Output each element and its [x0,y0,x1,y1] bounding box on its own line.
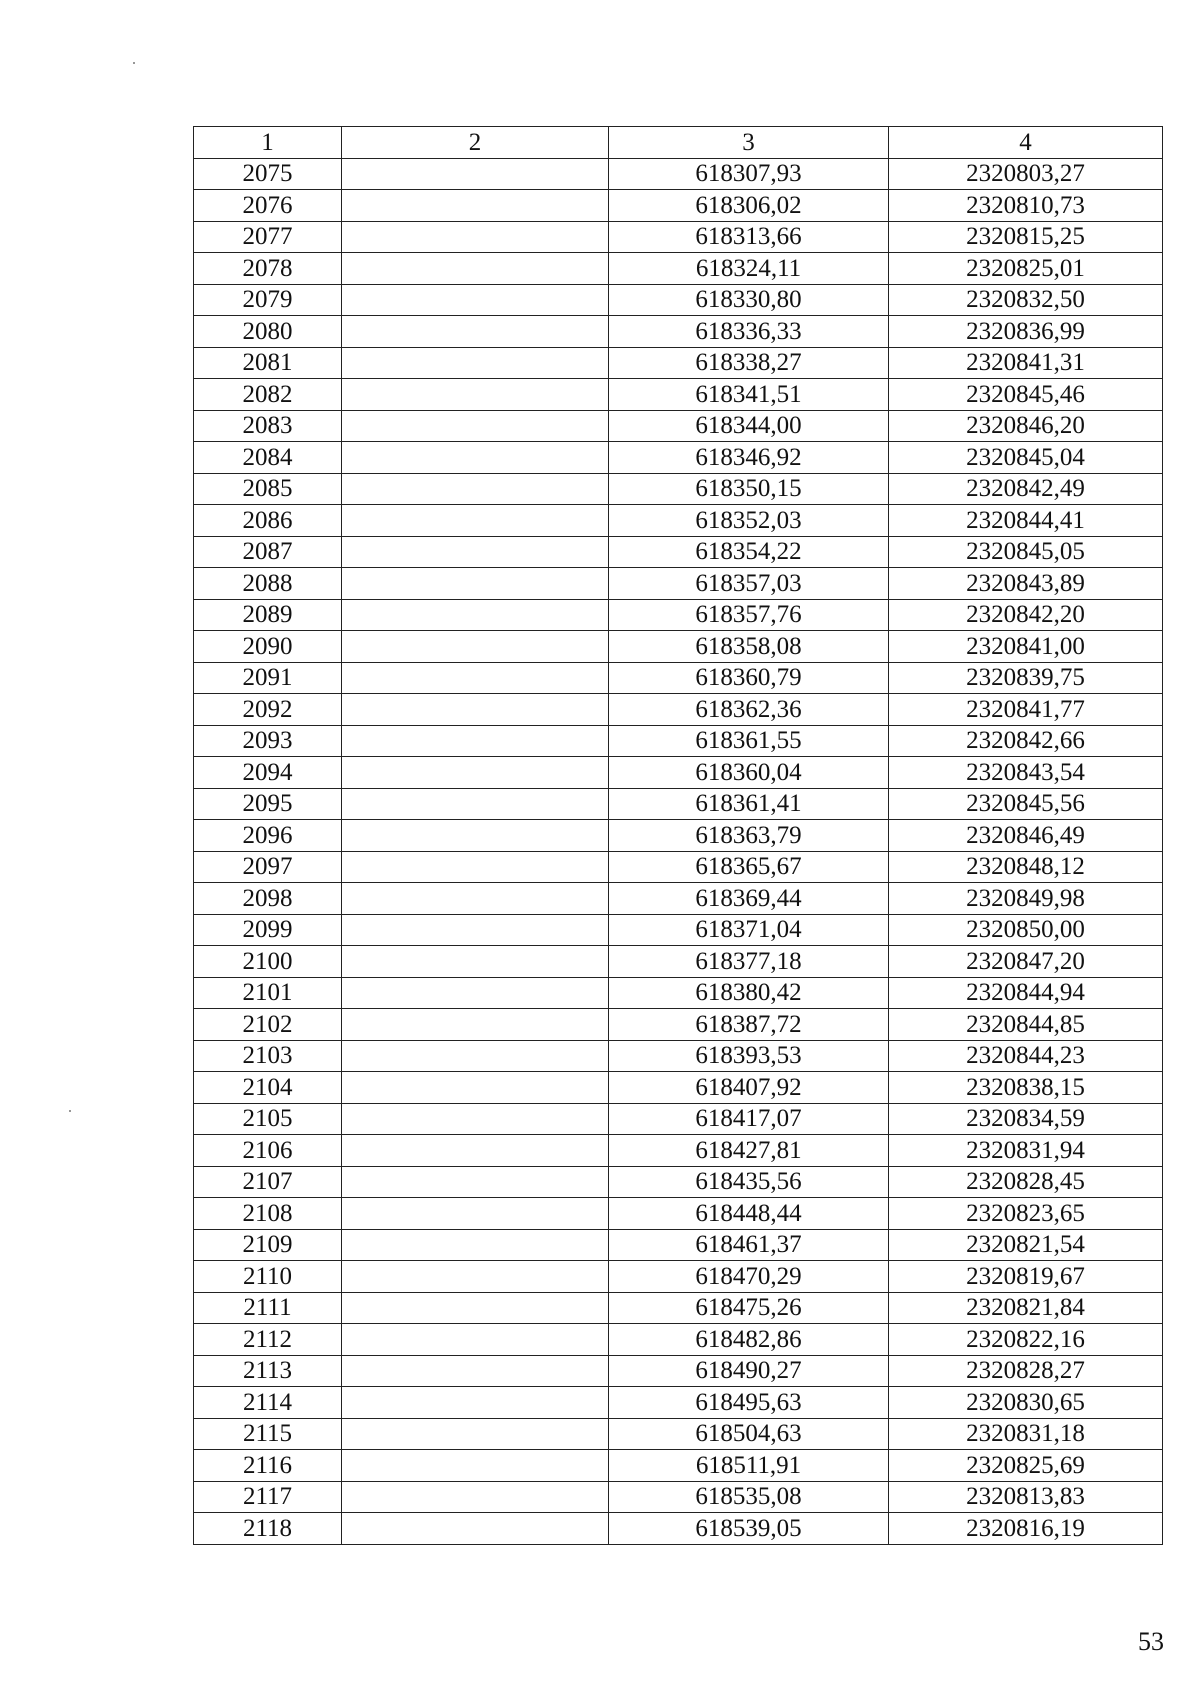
coordinate-y-cell: 2320823,65 [889,1198,1163,1230]
coordinate-x-cell: 618435,56 [609,1166,889,1198]
coordinate-x-cell: 618357,03 [609,568,889,600]
table-row [194,694,1163,726]
coordinate-y-cell: 2320831,94 [889,1135,1163,1167]
coordinate-x-cell: 618511,91 [609,1450,889,1482]
empty-cell [342,1418,609,1450]
coordinate-x-cell: 618360,04 [609,757,889,789]
table-row [194,1198,1163,1230]
coordinate-y-cell: 2320832,50 [889,284,1163,316]
coordinate-y-cell: 2320821,84 [889,1292,1163,1324]
point-number-cell: 2098 [194,883,342,915]
point-number-cell: 2080 [194,316,342,348]
table-header-row [194,127,1163,159]
table-row [194,1481,1163,1513]
coordinate-x-cell: 618341,51 [609,379,889,411]
point-number-cell: 2105 [194,1103,342,1135]
empty-cell [342,410,609,442]
point-number-cell: 2106 [194,1135,342,1167]
coordinate-y-cell: 2320845,05 [889,536,1163,568]
coordinate-x-cell: 618470,29 [609,1261,889,1293]
coordinate-x-cell: 618361,41 [609,788,889,820]
point-number-cell: 2082 [194,379,342,411]
coordinate-y-cell: 2320845,46 [889,379,1163,411]
point-number-cell: 2075 [194,158,342,190]
empty-cell [342,1355,609,1387]
point-number-cell: 2083 [194,410,342,442]
point-number-cell: 2094 [194,757,342,789]
table-body [194,158,1163,1544]
empty-cell [342,536,609,568]
coordinate-x-cell: 618371,04 [609,914,889,946]
column-header-2: 2 [342,127,609,159]
empty-cell [342,1166,609,1198]
coordinate-y-cell: 2320838,15 [889,1072,1163,1104]
table-row [194,1072,1163,1104]
coordinate-x-cell: 618369,44 [609,883,889,915]
empty-cell [342,1261,609,1293]
coordinate-y-cell: 2320844,94 [889,977,1163,1009]
coordinate-x-cell: 618307,93 [609,158,889,190]
coordinate-x-cell: 618417,07 [609,1103,889,1135]
coordinate-y-cell: 2320850,00 [889,914,1163,946]
point-number-cell: 2093 [194,725,342,757]
empty-cell [342,1387,609,1419]
coordinate-x-cell: 618475,26 [609,1292,889,1324]
coordinate-x-cell: 618490,27 [609,1355,889,1387]
coordinate-y-cell: 2320825,69 [889,1450,1163,1482]
empty-cell [342,757,609,789]
point-number-cell: 2118 [194,1513,342,1545]
coordinate-y-cell: 2320825,01 [889,253,1163,285]
table-row [194,221,1163,253]
empty-cell [342,1292,609,1324]
coordinate-x-cell: 618363,79 [609,820,889,852]
empty-cell [342,158,609,190]
coordinate-x-cell: 618387,72 [609,1009,889,1041]
point-number-cell: 2096 [194,820,342,852]
point-number-cell: 2116 [194,1450,342,1482]
coordinate-y-cell: 2320803,27 [889,158,1163,190]
point-number-cell: 2088 [194,568,342,600]
point-number-cell: 2113 [194,1355,342,1387]
coordinate-x-cell: 618504,63 [609,1418,889,1450]
coordinate-x-cell: 618380,42 [609,977,889,1009]
empty-cell [342,914,609,946]
coordinate-y-cell: 2320834,59 [889,1103,1163,1135]
table-row [194,536,1163,568]
empty-cell [342,1009,609,1041]
empty-cell [342,1513,609,1545]
coordinate-y-cell: 2320839,75 [889,662,1163,694]
empty-cell [342,1198,609,1230]
coordinate-y-cell: 2320816,19 [889,1513,1163,1545]
table-row [194,1418,1163,1450]
table-row [194,725,1163,757]
empty-cell [342,820,609,852]
coordinate-x-cell: 618336,33 [609,316,889,348]
table-row [194,1355,1163,1387]
table-row [194,473,1163,505]
coordinate-x-cell: 618354,22 [609,536,889,568]
coordinate-x-cell: 618539,05 [609,1513,889,1545]
coordinate-x-cell: 618306,02 [609,190,889,222]
point-number-cell: 2108 [194,1198,342,1230]
empty-cell [342,1450,609,1482]
empty-cell [342,694,609,726]
table-row [194,568,1163,600]
coordinate-x-cell: 618352,03 [609,505,889,537]
point-number-cell: 2107 [194,1166,342,1198]
coordinate-y-cell: 2320842,66 [889,725,1163,757]
table-row [194,851,1163,883]
table-row [194,379,1163,411]
point-number-cell: 2103 [194,1040,342,1072]
empty-cell [342,883,609,915]
coordinate-x-cell: 618365,67 [609,851,889,883]
table-row [194,631,1163,663]
empty-cell [342,599,609,631]
empty-cell [342,284,609,316]
empty-cell [342,1072,609,1104]
coordinate-y-cell: 2320836,99 [889,316,1163,348]
point-number-cell: 2109 [194,1229,342,1261]
point-number-cell: 2101 [194,977,342,1009]
point-number-cell: 2102 [194,1009,342,1041]
coordinate-y-cell: 2320843,89 [889,568,1163,600]
empty-cell [342,1229,609,1261]
coordinates-table [193,126,1163,1545]
table-row [194,599,1163,631]
coordinate-y-cell: 2320843,54 [889,757,1163,789]
empty-cell [342,568,609,600]
table-row [194,946,1163,978]
coordinate-y-cell: 2320844,23 [889,1040,1163,1072]
coordinate-x-cell: 618360,79 [609,662,889,694]
coordinate-x-cell: 618324,11 [609,253,889,285]
point-number-cell: 2110 [194,1261,342,1293]
coordinate-y-cell: 2320815,25 [889,221,1163,253]
table-row [194,1040,1163,1072]
coordinate-x-cell: 618357,76 [609,599,889,631]
table-row [194,1009,1163,1041]
coordinate-y-cell: 2320849,98 [889,883,1163,915]
coordinate-y-cell: 2320813,83 [889,1481,1163,1513]
point-number-cell: 2085 [194,473,342,505]
point-number-cell: 2078 [194,253,342,285]
point-number-cell: 2076 [194,190,342,222]
point-number-cell: 2077 [194,221,342,253]
table-row [194,820,1163,852]
coordinate-y-cell: 2320842,20 [889,599,1163,631]
coordinate-x-cell: 618350,15 [609,473,889,505]
table-row [194,1166,1163,1198]
empty-cell [342,1324,609,1356]
coordinate-y-cell: 2320844,41 [889,505,1163,537]
table-row [194,316,1163,348]
coordinate-y-cell: 2320819,67 [889,1261,1163,1293]
coordinate-y-cell: 2320845,56 [889,788,1163,820]
empty-cell [342,221,609,253]
point-number-cell: 2114 [194,1387,342,1419]
coordinate-x-cell: 618362,36 [609,694,889,726]
empty-cell [342,1481,609,1513]
coordinate-x-cell: 618330,80 [609,284,889,316]
coordinate-x-cell: 618344,00 [609,410,889,442]
empty-cell [342,379,609,411]
table-row [194,1324,1163,1356]
coordinate-x-cell: 618495,63 [609,1387,889,1419]
coordinate-y-cell: 2320841,00 [889,631,1163,663]
table-row [194,1450,1163,1482]
coordinate-y-cell: 2320828,27 [889,1355,1163,1387]
empty-cell [342,253,609,285]
empty-cell [342,725,609,757]
point-number-cell: 2079 [194,284,342,316]
table-row [194,662,1163,694]
coordinate-x-cell: 618377,18 [609,946,889,978]
table-row [194,410,1163,442]
point-number-cell: 2084 [194,442,342,474]
table-row [194,190,1163,222]
point-number-cell: 2092 [194,694,342,726]
table-row [194,757,1163,789]
point-number-cell: 2099 [194,914,342,946]
coordinate-x-cell: 618346,92 [609,442,889,474]
coordinate-y-cell: 2320844,85 [889,1009,1163,1041]
table-row [194,347,1163,379]
table-row [194,1135,1163,1167]
point-number-cell: 2115 [194,1418,342,1450]
point-number-cell: 2089 [194,599,342,631]
point-number-cell: 2097 [194,851,342,883]
column-header-1: 1 [194,127,342,159]
point-number-cell: 2086 [194,505,342,537]
coordinate-x-cell: 618482,86 [609,1324,889,1356]
coordinate-x-cell: 618535,08 [609,1481,889,1513]
coordinate-x-cell: 618461,37 [609,1229,889,1261]
point-number-cell: 2087 [194,536,342,568]
empty-cell [342,316,609,348]
empty-cell [342,190,609,222]
empty-cell [342,1040,609,1072]
table-row [194,505,1163,537]
table-row [194,1513,1163,1545]
coordinate-x-cell: 618448,44 [609,1198,889,1230]
column-header-3: 3 [609,127,889,159]
scan-speck [69,1110,71,1112]
coordinate-y-cell: 2320848,12 [889,851,1163,883]
point-number-cell: 2112 [194,1324,342,1356]
coordinate-y-cell: 2320846,20 [889,410,1163,442]
page-number: 53 [1138,1627,1164,1656]
coordinate-x-cell: 618358,08 [609,631,889,663]
empty-cell [342,946,609,978]
coordinate-y-cell: 2320810,73 [889,190,1163,222]
coordinate-x-cell: 618313,66 [609,221,889,253]
table-row [194,253,1163,285]
coordinate-y-cell: 2320821,54 [889,1229,1163,1261]
table-row [194,1292,1163,1324]
table-row [194,883,1163,915]
empty-cell [342,662,609,694]
point-number-cell: 2100 [194,946,342,978]
empty-cell [342,442,609,474]
table-row [194,1229,1163,1261]
coordinate-y-cell: 2320828,45 [889,1166,1163,1198]
point-number-cell: 2095 [194,788,342,820]
table-row [194,788,1163,820]
point-number-cell: 2111 [194,1292,342,1324]
coordinate-y-cell: 2320830,65 [889,1387,1163,1419]
empty-cell [342,631,609,663]
table-row [194,1103,1163,1135]
coordinate-x-cell: 618393,53 [609,1040,889,1072]
empty-cell [342,1103,609,1135]
table-row [194,158,1163,190]
empty-cell [342,347,609,379]
point-number-cell: 2090 [194,631,342,663]
point-number-cell: 2104 [194,1072,342,1104]
coordinate-y-cell: 2320842,49 [889,473,1163,505]
table-row [194,914,1163,946]
coordinate-y-cell: 2320822,16 [889,1324,1163,1356]
table-row [194,1387,1163,1419]
point-number-cell: 2117 [194,1481,342,1513]
coordinate-y-cell: 2320847,20 [889,946,1163,978]
empty-cell [342,1135,609,1167]
coordinate-x-cell: 618361,55 [609,725,889,757]
coordinate-y-cell: 2320845,04 [889,442,1163,474]
point-number-cell: 2091 [194,662,342,694]
empty-cell [342,505,609,537]
coordinate-x-cell: 618338,27 [609,347,889,379]
table-row [194,977,1163,1009]
empty-cell [342,473,609,505]
empty-cell [342,788,609,820]
coordinate-x-cell: 618427,81 [609,1135,889,1167]
coordinate-y-cell: 2320841,77 [889,694,1163,726]
table-row [194,1261,1163,1293]
empty-cell [342,977,609,1009]
scan-speck [133,62,135,64]
table-row [194,442,1163,474]
coordinate-y-cell: 2320841,31 [889,347,1163,379]
table-row [194,284,1163,316]
coordinate-y-cell: 2320846,49 [889,820,1163,852]
point-number-cell: 2081 [194,347,342,379]
column-header-4: 4 [889,127,1163,159]
coordinate-y-cell: 2320831,18 [889,1418,1163,1450]
empty-cell [342,851,609,883]
coordinate-x-cell: 618407,92 [609,1072,889,1104]
